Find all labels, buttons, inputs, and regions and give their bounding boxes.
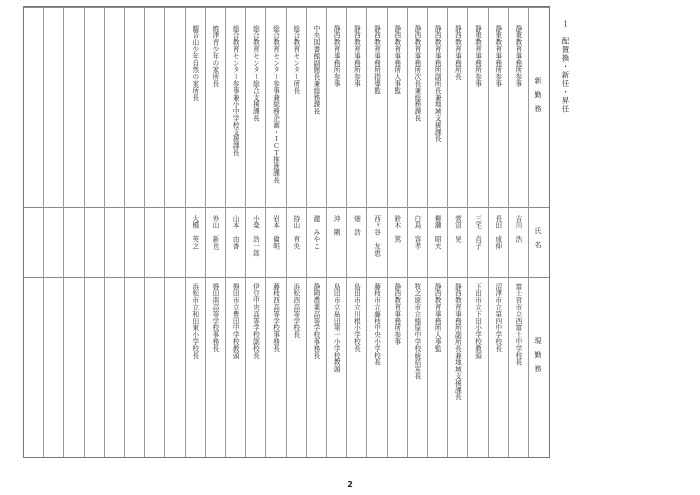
table-row [105,7,125,457]
table-row [327,7,347,457]
cell-prev: 静岡農業高等学校事務長 [311,283,320,359]
table-row [64,7,84,457]
table-row [125,7,145,457]
table-row [489,7,509,457]
cell-name: 三宅 直子 [473,215,482,250]
table-row [44,7,64,457]
cell-post: 総合教育センター総合支援課長 [251,25,260,122]
cell-name: 柳瀬 昭夫 [433,215,442,250]
cell-prev: 静西教育事務所参事 [392,283,401,346]
cell-prev: 牧之原市立榛原中学校統括室長 [412,283,421,380]
cell-name: 畑 浩 [352,215,361,236]
cell-prev: 静西教育事務所副所長兼地域支援課長 [453,283,462,401]
cell-name: 吉川 浩 [513,215,522,243]
cell-post: 静西教育事務所人事監 [392,25,401,94]
cell-post: 観音山少年自然の家所長 [190,25,199,101]
cell-prev: 沼津市立第四中学校長 [493,283,502,352]
table-row [24,7,44,457]
cell-post: 中央図書館副館長兼総務課長 [311,25,320,115]
section-title: １ 配置換・新任・昇任 [561,20,570,114]
table-row [266,7,286,457]
personnel-table [23,6,550,458]
cell-post: 静西教育事務所参事 [352,25,361,88]
cell-prev: 富士宮市立西富士中学校長 [513,283,522,366]
cell-post: 静西教育事務所指導監 [372,25,381,94]
cell-name: 沖 剛 [332,215,341,236]
cell-post: 静西教育事務所副所長兼地域支援課長 [433,25,442,143]
cell-prev: 磐田市立豊田中学校教頭 [231,283,240,359]
table-row [468,7,488,457]
cell-name: 白鳥 容孝 [412,215,421,250]
table-row [428,7,448,457]
cell-post: 静東教育事務所参事 [493,25,502,88]
cell-post: 静西教育事務所参事 [332,25,341,88]
cell-prev: 藤枝市立藤枝中央小学校長 [372,283,381,366]
cell-name: 山本 由香 [231,215,240,250]
cell-prev: 藤枝西高等学校事務長 [271,283,280,352]
header-prev: 現 勤 務 [534,337,542,372]
table-row [408,7,428,457]
table-row [206,7,226,457]
cell-prev: 浜松市立和田東小学校長 [190,283,199,359]
cell-post: 総合教育センター参事兼総務企画・ＩＣＴ推進課長 [271,25,280,184]
cell-prev: 下田市立下田小学校教頭 [473,283,482,359]
cell-post: 静東教育事務所参事 [513,25,522,88]
table-row [165,7,185,457]
cell-prev: 伊豆中央高等学校副校長 [251,283,260,359]
cell-name: 持山 育央 [291,215,300,250]
cell-name: 長田 成伸 [493,215,502,250]
table-row [186,7,206,457]
cell-post: 静西教育事務所次長兼総務課長 [412,25,421,122]
cell-name: 大橋 英之 [190,215,199,250]
header-name: 氏 名 [534,227,542,248]
cell-post: 静東教育事務所参事 [473,25,482,88]
table-row [388,7,408,457]
table-row [367,7,387,457]
table-row [287,7,307,457]
cell-name: 菅沼 晃 [453,215,462,243]
table-row [226,7,246,457]
cell-prev: 島田市立島田第一小学校教頭 [332,283,341,373]
header-column [527,7,549,457]
cell-post: 総合教育センター参事兼小中学校支援課長 [231,25,240,157]
cell-prev: 島田市立川根小学校長 [352,283,361,352]
table-row [509,7,529,457]
table-row [246,7,266,457]
table-row [347,7,367,457]
page-number: 2 [347,480,353,489]
cell-post: 総合教育センター所長 [291,25,300,94]
table-row [307,7,327,457]
table-row [85,7,105,457]
table-row [448,7,468,457]
cell-name: 瀧 みやこ [311,215,320,250]
cell-prev: 静西教育事務所人事監 [433,283,442,352]
cell-post: 静西教育事務所長 [453,25,462,81]
cell-name: 西ヶ谷 友恵 [372,215,381,257]
cell-prev: 磐田南高等学校事務長 [210,283,219,352]
cell-name: 岩本 倫明 [271,215,280,250]
cell-name: 鈴木 篤 [392,215,401,243]
header-post: 新 勤 務 [534,77,542,112]
cell-post: 焼津青少年の家所長 [210,25,219,88]
cell-name: 小楽 浩一郎 [251,215,260,257]
cell-prev: 浜松西高等学校長 [291,283,300,339]
cell-name: 外山 新也 [210,215,219,250]
table-row [145,7,165,457]
